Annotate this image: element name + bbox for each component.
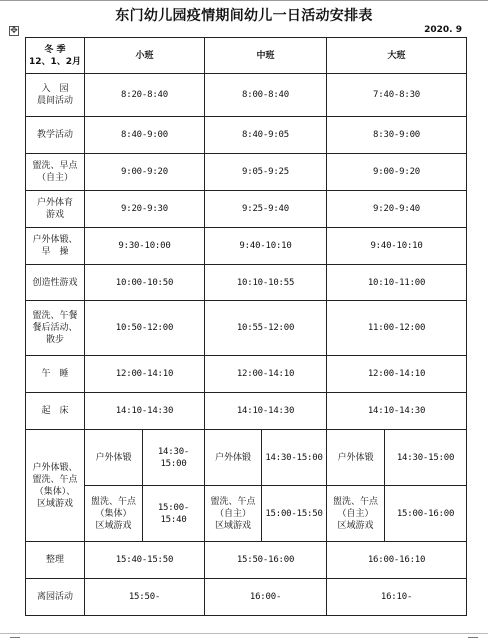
sub-activity-middle: 户外体锻 — [205, 430, 262, 486]
sub-activity-small-line: 区域游戏 — [95, 520, 132, 531]
activity-label — [26, 393, 85, 430]
page-title: 东门幼儿园疫情期间幼儿一日活动安排表 — [115, 8, 373, 24]
page-bottom-rule — [0, 633, 488, 634]
activity-label-line: 餐后活动、 — [32, 323, 78, 333]
activity-label-line: 入 园 — [41, 84, 69, 94]
time-cell-middle: 10:55-12:00 — [205, 301, 327, 356]
time-cell-small: 15:40-15:50 — [85, 542, 205, 579]
class-header-small: 小班 — [85, 38, 205, 74]
schedule-row — [26, 542, 467, 579]
activity-label — [26, 117, 85, 154]
sub-activity-small — [85, 486, 143, 542]
afternoon-activity-label-line: （集体）、 — [34, 486, 76, 497]
season-label: 冬 季 — [44, 44, 66, 55]
sub-activity-middle — [205, 486, 262, 542]
schedule-table — [25, 37, 467, 616]
time-cell-small: 9:30-10:00 — [85, 228, 205, 265]
activity-label-line: 教学活动 — [36, 130, 73, 140]
sub-activity-large — [327, 486, 385, 542]
time-cell-large: 14:10-14:30 — [327, 393, 467, 430]
time-cell-large: 16:00-16:10 — [327, 542, 467, 579]
activity-label-line: 创造性游戏 — [32, 277, 78, 288]
time-cell-small: 9:20-9:30 — [85, 191, 205, 228]
corner-mark-right — [468, 637, 478, 638]
time-cell-large: 9:20-9:40 — [327, 191, 467, 228]
activity-label — [26, 356, 85, 393]
activity-label-line: 盥洗、午餐 — [32, 311, 78, 321]
activity-label-line: 户外体育 — [36, 198, 73, 208]
schedule-row — [26, 579, 467, 616]
sub-time-small: 14:30-15:00 — [143, 430, 205, 486]
sub-time-large: 15:00-16:00 — [385, 486, 467, 542]
table-move-handle-icon[interactable]: ✥ — [10, 26, 18, 36]
schedule-row — [26, 228, 467, 265]
time-cell-middle: 14:10-14:30 — [205, 393, 327, 430]
sub-activity-small-line: 盥洗、午点 — [90, 496, 136, 507]
time-cell-middle: 9:25-9:40 — [205, 191, 327, 228]
time-cell-small: 9:00-9:20 — [85, 154, 205, 191]
sub-activity-small: 户外体锻 — [85, 430, 143, 486]
time-cell-middle: 8:40-9:05 — [205, 117, 327, 154]
activity-label-line: 盥洗、早点 — [32, 161, 78, 171]
afternoon-activity-label-line: 户外体锻、 — [32, 462, 78, 473]
time-cell-small: 15:50- — [85, 579, 205, 616]
time-cell-middle: 10:10-10:55 — [205, 265, 327, 301]
schedule-row — [26, 154, 467, 191]
time-cell-large: 9:00-9:20 — [327, 154, 467, 191]
time-cell-middle: 12:00-14:10 — [205, 356, 327, 393]
sub-time-middle: 15:00-15:50 — [262, 486, 327, 542]
time-cell-large: 10:10-11:00 — [327, 265, 467, 301]
afternoon-activity-label — [26, 430, 85, 542]
schedule-row — [26, 117, 467, 154]
activity-label — [26, 542, 85, 579]
sub-activity-small-line: （集体） — [95, 508, 132, 519]
activity-label — [26, 228, 85, 265]
schedule-row — [26, 265, 467, 301]
sub-activity-middle-line: 区域游戏 — [215, 520, 252, 531]
time-cell-small: 8:20-8:40 — [85, 74, 205, 117]
sub-time-small: 15:00-15:40 — [143, 486, 205, 542]
time-cell-large: 16:10- — [327, 579, 467, 616]
time-cell-large: 11:00-12:00 — [327, 301, 467, 356]
season-months-label: 12、1、2月 — [28, 56, 82, 67]
header-row — [26, 38, 467, 74]
schedule-row — [26, 74, 467, 117]
date-label: 2020. 9 — [424, 25, 462, 35]
time-cell-small: 12:00-14:10 — [85, 356, 205, 393]
activity-label-line: 户外体锻、 — [32, 235, 78, 245]
schedule-row — [26, 393, 467, 430]
activity-label — [26, 191, 85, 228]
time-cell-middle: 9:40-10:10 — [205, 228, 327, 265]
schedule-row — [26, 301, 467, 356]
time-cell-middle: 9:05-9:25 — [205, 154, 327, 191]
activity-label-line: （自主） — [36, 173, 73, 183]
time-cell-middle: 8:00-8:40 — [205, 74, 327, 117]
activity-label-line: 午 睡 — [41, 369, 69, 379]
activity-label — [26, 579, 85, 616]
schedule-row — [26, 191, 467, 228]
time-cell-large: 8:30-9:00 — [327, 117, 467, 154]
season-header-cell — [26, 38, 85, 74]
time-cell-small: 10:50-12:00 — [85, 301, 205, 356]
activity-label-line: 起 床 — [41, 406, 69, 416]
sub-activity-large-line: （自主） — [337, 508, 374, 519]
activity-label — [26, 265, 85, 301]
time-cell-large: 7:40-8:30 — [327, 74, 467, 117]
corner-mark-left — [10, 637, 20, 638]
time-cell-small: 8:40-9:00 — [85, 117, 205, 154]
activity-label-line: 早 操 — [41, 247, 69, 257]
activity-label-line: 整理 — [45, 555, 64, 565]
activity-label-line: 晨间活动 — [36, 96, 73, 106]
activity-label — [26, 154, 85, 191]
time-cell-middle: 16:00- — [205, 579, 327, 616]
time-cell-small: 10:00-10:50 — [85, 265, 205, 301]
sub-activity-large: 户外体锻 — [327, 430, 385, 486]
afternoon-row-snack — [26, 486, 467, 542]
activity-label-line: 散步 — [45, 335, 64, 345]
class-header-large: 大班 — [327, 38, 467, 74]
afternoon-row-outdoor — [26, 430, 467, 486]
sub-time-middle: 14:30-15:00 — [262, 430, 327, 486]
activity-label-line: 游戏 — [45, 210, 64, 220]
sub-activity-large-line: 区域游戏 — [337, 520, 374, 531]
schedule-row — [26, 356, 467, 393]
class-header-middle: 中班 — [205, 38, 327, 74]
sub-activity-middle-line: 盥洗、午点 — [210, 496, 256, 507]
time-cell-small: 14:10-14:30 — [85, 393, 205, 430]
time-cell-large: 12:00-14:10 — [327, 356, 467, 393]
activity-label — [26, 74, 85, 117]
time-cell-large: 9:40-10:10 — [327, 228, 467, 265]
afternoon-activity-label-line: 盥洗、午点 — [32, 474, 78, 485]
sub-activity-middle-line: （自主） — [215, 508, 252, 519]
sub-activity-large-line: 盥洗、午点 — [333, 496, 379, 507]
activity-label — [26, 301, 85, 356]
time-cell-middle: 15:50-16:00 — [205, 542, 327, 579]
sub-time-large: 14:30-15:00 — [385, 430, 467, 486]
afternoon-activity-label-line: 区域游戏 — [36, 498, 73, 509]
activity-label-line: 离园活动 — [36, 592, 73, 602]
